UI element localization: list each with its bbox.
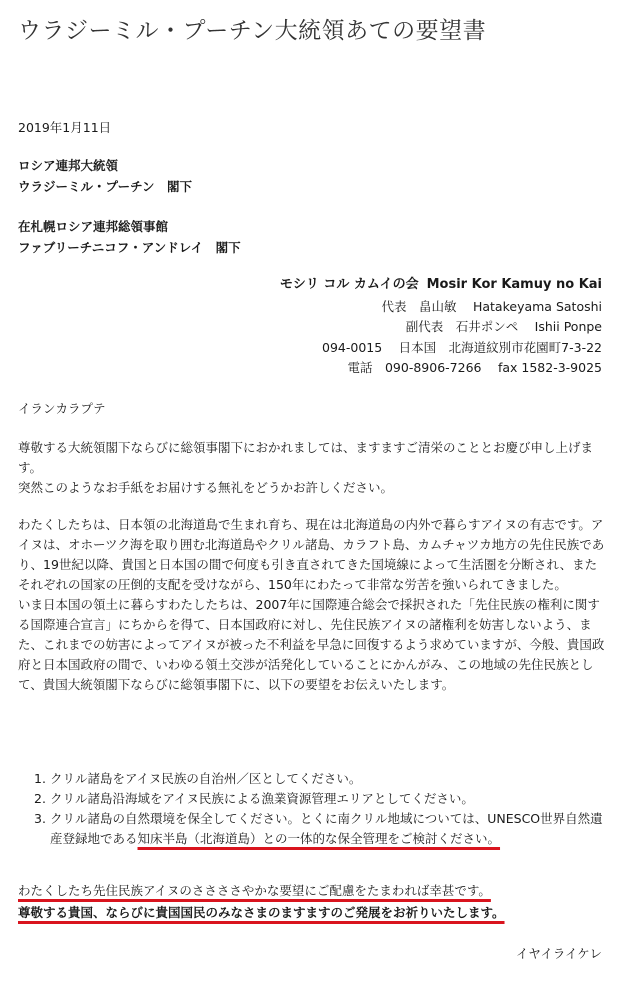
sender-representative: 代表 畠山敏 Hatakeyama Satoshi [381,299,602,314]
request-text: クリル諸島の自然環境を保全してください。とくに南クリル地域については、UNESCO世界自然遺産登録地である [50,811,603,846]
request-number: 2. [34,791,46,806]
intro-line-2: 突然このようなお手紙をお届けする無礼をどうかお許しください。 [18,480,394,495]
closing-line-2 [18,903,608,923]
request-text-underlined: 知床半島（北海道島）との一体的な保全管理をご検討ください。 [137,831,501,846]
request-item-3 [34,809,609,849]
letter-date: 2019年1月11日 [18,120,112,135]
request-item-1 [34,769,609,789]
body-text-1: わたくしたちは、日本領の北海道島で生まれ育ち、現在は北海道島の内外で暮らすアイヌの有志です。アイヌは、オホーツク海を取り囲む北海道島やクリル諸島、カラフト島、カムチャツカ地方の先住民族であり、19世紀以降、貴国と日本国の間で何度も引き直されてきた国境線によって生活圏を分断され、またそれぞれの国家の圧倒的支配を受けながら、150年にわたって非常な労苦を強いられてきました。 [18,517,605,592]
intro-line-1: 尊敬する大統領閣下ならびに総領事閣下におかれましては、ますますご清栄のこととお慶び申し上げます。 [18,440,594,475]
request-list [34,769,609,849]
sender-organization [280,276,602,294]
sender-org-jp: モシリ コル カムイの会 [279,277,419,292]
closing-text-1: わたくしたち先住民族アイヌのささささやかな要望にご配慮をたまわれば幸甚です。 [18,883,491,898]
request-text: クリル諸島をアイヌ民族の自治州／区としてください。 [50,771,362,786]
signoff: イヤイライケレ [515,946,602,961]
closing-line-1 [18,881,608,901]
sender-org-en: Mosir Kor Kamuy no Kai [426,277,602,292]
recipient-1-org: ロシア連邦大統領 [18,158,119,173]
intro-paragraph [18,438,606,498]
body-paragraph [18,515,606,695]
sender-vice-representative: 副代表 石井ポンペ Ishii Ponpe [405,319,602,334]
sender-address: 094-0015 日本国 北海道紋別市花園町7-3-22 [322,340,602,355]
letter-title: ウラジーミル・プーチン大統領あての要望書 [18,18,487,44]
sender-contact: 電話 090-8906-7266 fax 1582-3-9025 [347,360,602,375]
recipient-1-name: ウラジーミル・プーチン 閣下 [18,179,193,194]
request-text: クリル諸島沿海域をアイヌ民族による漁業資源管理エリアとしてください。 [50,791,474,806]
recipient-2-name: ファブリーチニコフ・アンドレイ 閣下 [18,240,241,255]
greeting: イランカラプテ [18,401,106,416]
request-number: 1. [34,771,46,786]
recipient-2-org: 在札幌ロシア連邦総領事館 [18,219,169,234]
request-item-2 [34,789,609,809]
request-number: 3. [34,811,46,826]
closing-text-2: 尊敬する貴国、ならびに貴国国民のみなさまのますますのご発展をお祈りいたします。 [18,905,505,920]
body-text-2: いま日本国の領土に暮らすわたしたちは、2007年に国際連合総会で採択された「先住民族の権利に関する国際連合宣言」にちからを得て、日本国政府に対し、先住民族アイヌの諸権利を妨害しないよう、また、これまでの妨害によってアイヌが被った不利益を早急に回復するよう求めていますが、今般、貴国政府と日本国政府の間で、いわゆる領土交渉が活発化していることにかんがみ、この地域の先住民族として、貴国大統領閣下ならびに総領事閣下に、以下の要望をお伝えいたします。 [18,597,605,692]
